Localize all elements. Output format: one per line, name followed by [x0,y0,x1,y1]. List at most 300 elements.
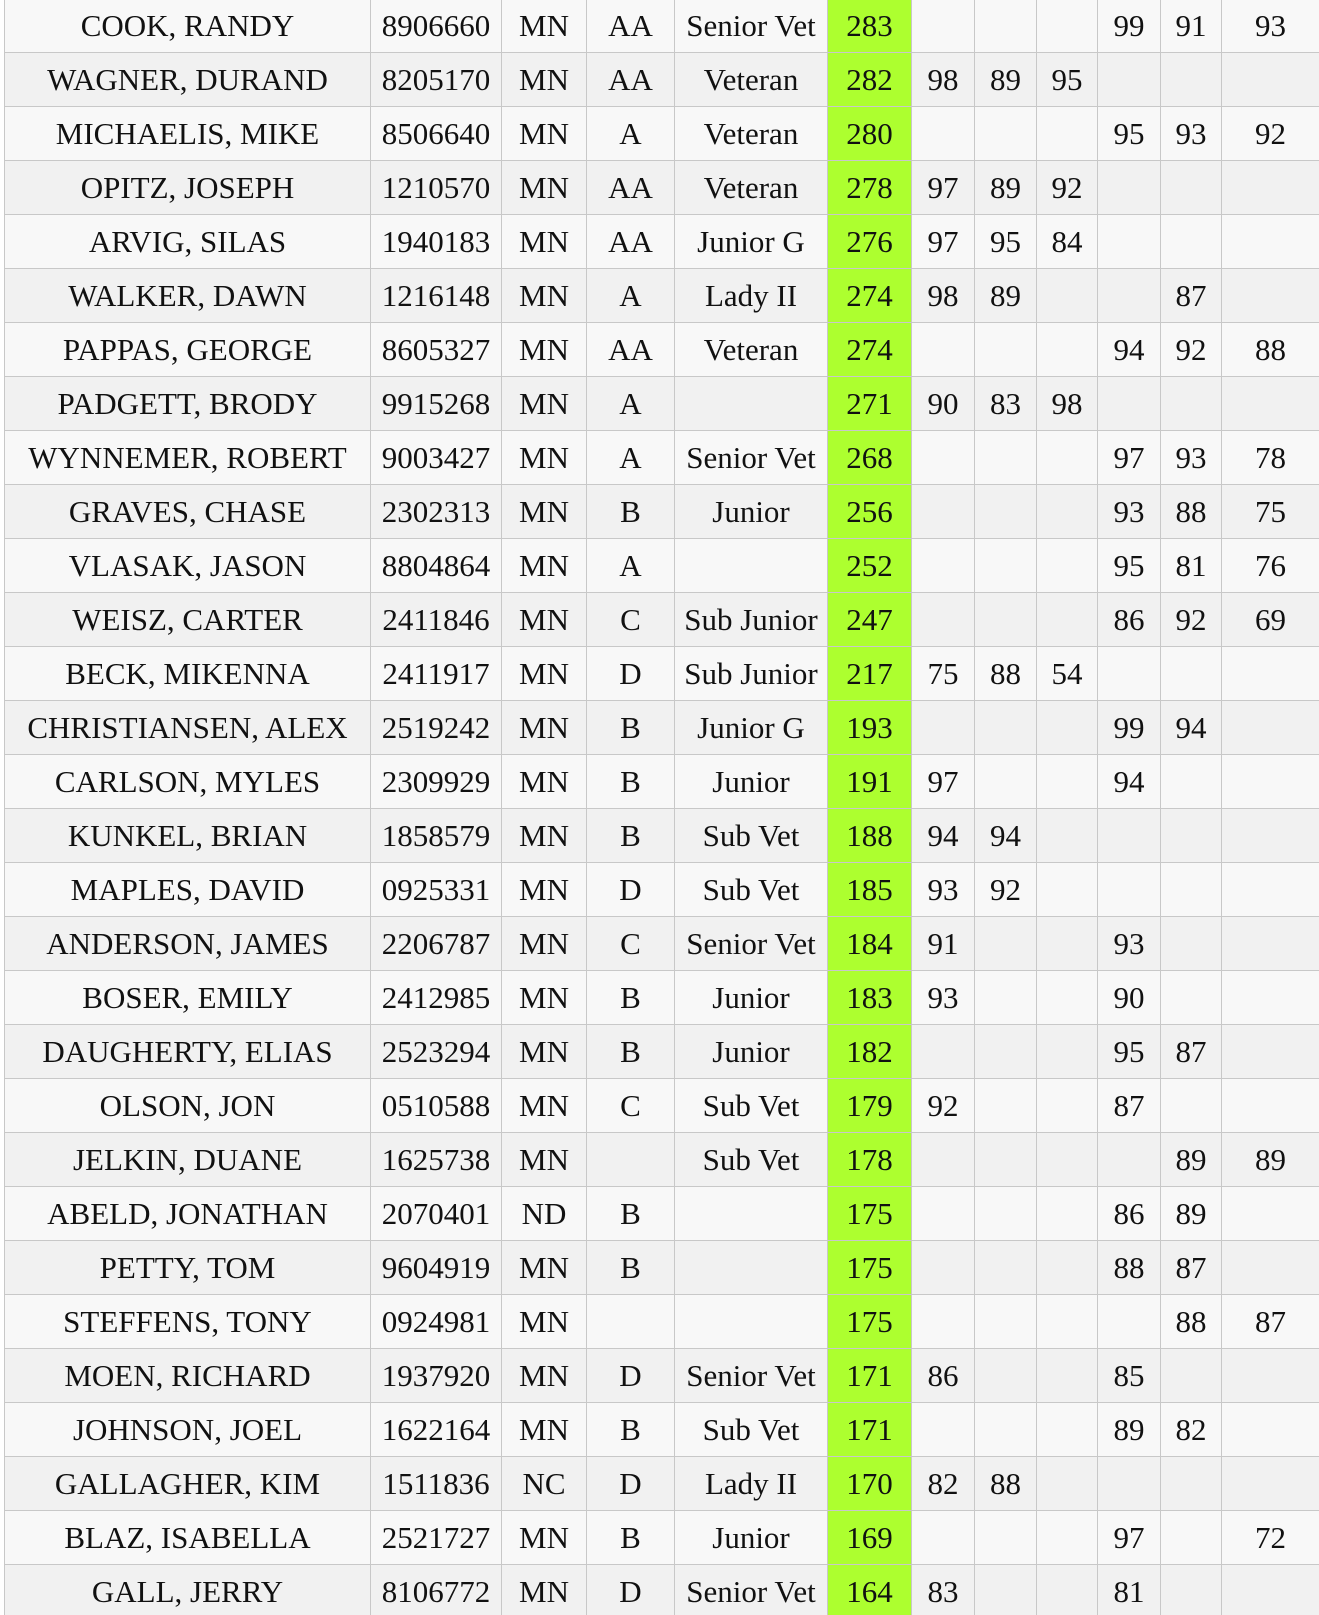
score-cell-3 [1037,1511,1098,1565]
shooter-name-cell: PADGETT, BRODY [5,377,371,431]
score-cell-6 [1222,917,1319,971]
score-cell-6 [1222,1241,1319,1295]
state-cell: MN [502,917,587,971]
shooter-name-cell: STEFFENS, TONY [5,1295,371,1349]
category-cell: Lady II [675,1457,828,1511]
score-cell-1: 86 [912,1349,975,1403]
score-cell-5 [1161,215,1222,269]
member-id-cell: 0924981 [371,1295,502,1349]
table-row [5,1025,1319,1079]
shooter-name-cell: WEISZ, CARTER [5,593,371,647]
state-cell: MN [502,323,587,377]
total-score-cell: 280 [828,107,912,161]
score-cell-3 [1037,1565,1098,1615]
score-cell-6 [1222,53,1319,107]
class-cell: B [587,755,675,809]
state-cell: MN [502,1241,587,1295]
score-cell-3: 92 [1037,161,1098,215]
class-cell: D [587,1457,675,1511]
table-row [5,1295,1319,1349]
total-score-cell: 217 [828,647,912,701]
member-id-cell: 1622164 [371,1403,502,1457]
score-cell-2 [975,1241,1037,1295]
score-cell-5: 93 [1161,107,1222,161]
score-cell-2 [975,1403,1037,1457]
score-cell-4 [1098,53,1161,107]
total-score-cell: 175 [828,1187,912,1241]
score-cell-1: 83 [912,1565,975,1615]
total-score-cell: 175 [828,1295,912,1349]
score-cell-5 [1161,971,1222,1025]
score-cell-5: 89 [1161,1187,1222,1241]
total-score-cell: 282 [828,53,912,107]
score-cell-3 [1037,1457,1098,1511]
total-score-cell: 185 [828,863,912,917]
score-cell-4: 81 [1098,1565,1161,1615]
state-cell: NC [502,1457,587,1511]
score-cell-1 [912,1511,975,1565]
score-cell-6 [1222,863,1319,917]
score-cell-1 [912,323,975,377]
table-row [5,215,1319,269]
category-cell: Veteran [675,323,828,377]
category-cell: Sub Junior [675,593,828,647]
score-cell-4: 94 [1098,755,1161,809]
score-cell-6 [1222,971,1319,1025]
score-cell-3 [1037,917,1098,971]
score-cell-2 [975,1295,1037,1349]
class-cell: C [587,917,675,971]
table-row [5,593,1319,647]
score-cell-2 [975,755,1037,809]
class-cell: A [587,431,675,485]
score-cell-4: 89 [1098,1403,1161,1457]
score-cell-5: 88 [1161,485,1222,539]
class-cell [587,1133,675,1187]
state-cell: MN [502,0,587,53]
class-cell: A [587,107,675,161]
category-cell: Sub Vet [675,863,828,917]
score-cell-5 [1161,1079,1222,1133]
score-cell-1: 82 [912,1457,975,1511]
member-id-cell: 8506640 [371,107,502,161]
score-cell-3: 98 [1037,377,1098,431]
shooter-name-cell: PETTY, TOM [5,1241,371,1295]
total-score-cell: 171 [828,1403,912,1457]
score-cell-6 [1222,269,1319,323]
table-row [5,431,1319,485]
category-cell: Junior G [675,701,828,755]
class-cell: AA [587,215,675,269]
total-score-cell: 274 [828,323,912,377]
score-cell-4: 93 [1098,917,1161,971]
shooter-name-cell: GRAVES, CHASE [5,485,371,539]
score-cell-4 [1098,647,1161,701]
table-row [5,1187,1319,1241]
total-score-cell: 183 [828,971,912,1025]
total-score-cell: 256 [828,485,912,539]
score-cell-6 [1222,809,1319,863]
table-row [5,539,1319,593]
category-cell: Junior [675,755,828,809]
score-cell-1 [912,1295,975,1349]
member-id-cell: 2411846 [371,593,502,647]
score-cell-2 [975,539,1037,593]
state-cell: MN [502,809,587,863]
score-cell-4 [1098,215,1161,269]
total-score-cell: 164 [828,1565,912,1615]
score-cell-2: 88 [975,647,1037,701]
member-id-cell: 1858579 [371,809,502,863]
score-cell-3 [1037,107,1098,161]
score-cell-5 [1161,1511,1222,1565]
score-cell-2 [975,971,1037,1025]
total-score-cell: 278 [828,161,912,215]
category-cell: Senior Vet [675,917,828,971]
category-cell [675,1295,828,1349]
total-score-cell: 171 [828,1349,912,1403]
total-score-cell: 276 [828,215,912,269]
total-score-cell: 252 [828,539,912,593]
score-cell-6: 88 [1222,323,1319,377]
shooter-name-cell: VLASAK, JASON [5,539,371,593]
score-cell-4 [1098,1457,1161,1511]
member-id-cell: 2206787 [371,917,502,971]
category-cell [675,1241,828,1295]
table-row [5,1241,1319,1295]
score-cell-3 [1037,431,1098,485]
table-row [5,1565,1319,1615]
state-cell: MN [502,431,587,485]
score-cell-1: 97 [912,755,975,809]
category-cell: Lady II [675,269,828,323]
score-cell-4 [1098,161,1161,215]
score-cell-3 [1037,539,1098,593]
shooter-name-cell: WYNNEMER, ROBERT [5,431,371,485]
score-cell-1: 92 [912,1079,975,1133]
total-score-cell: 247 [828,593,912,647]
score-cell-5: 92 [1161,593,1222,647]
score-cell-3: 54 [1037,647,1098,701]
state-cell: MN [502,377,587,431]
table-row [5,377,1319,431]
state-cell: MN [502,647,587,701]
total-score-cell: 184 [828,917,912,971]
member-id-cell: 2523294 [371,1025,502,1079]
score-cell-1 [912,1133,975,1187]
class-cell: A [587,377,675,431]
member-id-cell: 8205170 [371,53,502,107]
member-id-cell: 2302313 [371,485,502,539]
total-score-cell: 271 [828,377,912,431]
score-cell-6: 87 [1222,1295,1319,1349]
table-row [5,1079,1319,1133]
score-cell-2 [975,0,1037,53]
table-row [5,1133,1319,1187]
shooter-name-cell: CARLSON, MYLES [5,755,371,809]
member-id-cell: 2519242 [371,701,502,755]
score-cell-3 [1037,1025,1098,1079]
category-cell: Junior [675,1511,828,1565]
category-cell: Junior [675,971,828,1025]
score-cell-4: 97 [1098,1511,1161,1565]
score-cell-5 [1161,809,1222,863]
total-score-cell: 191 [828,755,912,809]
score-cell-5 [1161,161,1222,215]
state-cell: MN [502,1565,587,1615]
score-cell-5 [1161,377,1222,431]
score-cell-1: 97 [912,161,975,215]
shooter-name-cell: WAGNER, DURAND [5,53,371,107]
score-cell-5: 91 [1161,0,1222,53]
score-cell-1: 93 [912,971,975,1025]
category-cell: Senior Vet [675,0,828,53]
total-score-cell: 188 [828,809,912,863]
score-cell-6 [1222,161,1319,215]
state-cell: MN [502,1511,587,1565]
shooter-name-cell: PAPPAS, GEORGE [5,323,371,377]
score-cell-4: 86 [1098,1187,1161,1241]
score-cell-6 [1222,701,1319,755]
score-cell-3 [1037,1241,1098,1295]
shooter-name-cell: MOEN, RICHARD [5,1349,371,1403]
score-cell-1 [912,431,975,485]
score-cell-6: 89 [1222,1133,1319,1187]
class-cell: AA [587,53,675,107]
score-cell-6 [1222,1025,1319,1079]
score-cell-6: 72 [1222,1511,1319,1565]
score-cell-6 [1222,1079,1319,1133]
score-cell-2 [975,431,1037,485]
state-cell: MN [502,161,587,215]
category-cell: Sub Junior [675,647,828,701]
score-cell-2 [975,485,1037,539]
table-row [5,863,1319,917]
member-id-cell: 9915268 [371,377,502,431]
score-cell-5: 88 [1161,1295,1222,1349]
table-row [5,269,1319,323]
score-cell-5: 89 [1161,1133,1222,1187]
score-cell-5: 87 [1161,1241,1222,1295]
score-cell-5: 87 [1161,269,1222,323]
shooter-name-cell: COOK, RANDY [5,0,371,53]
category-cell [675,377,828,431]
score-cell-2: 94 [975,809,1037,863]
shooter-name-cell: BLAZ, ISABELLA [5,1511,371,1565]
state-cell: MN [502,107,587,161]
score-cell-1 [912,1241,975,1295]
shooter-name-cell: MAPLES, DAVID [5,863,371,917]
score-cell-4 [1098,863,1161,917]
shooter-name-cell: MICHAELIS, MIKE [5,107,371,161]
class-cell: AA [587,323,675,377]
member-id-cell: 1511836 [371,1457,502,1511]
category-cell [675,539,828,593]
class-cell: A [587,269,675,323]
score-cell-5 [1161,1457,1222,1511]
score-cell-1 [912,701,975,755]
score-cell-6: 92 [1222,107,1319,161]
category-cell: Veteran [675,53,828,107]
score-cell-6 [1222,1187,1319,1241]
score-cell-5 [1161,917,1222,971]
score-cell-2: 92 [975,863,1037,917]
score-cell-2: 83 [975,377,1037,431]
shooter-name-cell: ABELD, JONATHAN [5,1187,371,1241]
score-cell-5 [1161,1565,1222,1615]
table-row [5,485,1319,539]
score-cell-5: 93 [1161,431,1222,485]
score-cell-5: 82 [1161,1403,1222,1457]
member-id-cell: 8106772 [371,1565,502,1615]
score-cell-3 [1037,809,1098,863]
score-cell-4: 97 [1098,431,1161,485]
score-cell-1: 91 [912,917,975,971]
class-cell: B [587,809,675,863]
score-cell-3 [1037,971,1098,1025]
category-cell: Sub Vet [675,809,828,863]
score-cell-1: 75 [912,647,975,701]
score-cell-1: 98 [912,53,975,107]
score-cell-1 [912,593,975,647]
score-cell-1 [912,1403,975,1457]
score-cell-6 [1222,1565,1319,1615]
shooter-name-cell: JOHNSON, JOEL [5,1403,371,1457]
score-cell-4 [1098,809,1161,863]
score-cell-3 [1037,755,1098,809]
score-cell-6 [1222,755,1319,809]
score-cell-4 [1098,377,1161,431]
class-cell: B [587,1025,675,1079]
table-row [5,1457,1319,1511]
score-cell-3 [1037,1079,1098,1133]
class-cell: AA [587,0,675,53]
table-row [5,107,1319,161]
category-cell: Senior Vet [675,1565,828,1615]
member-id-cell: 1216148 [371,269,502,323]
state-cell: MN [502,215,587,269]
class-cell: B [587,1511,675,1565]
state-cell: MN [502,53,587,107]
member-id-cell: 1940183 [371,215,502,269]
state-cell: MN [502,755,587,809]
score-cell-2 [975,593,1037,647]
class-cell [587,1295,675,1349]
score-cell-2 [975,323,1037,377]
results-table-body [5,0,1319,1615]
table-row [5,53,1319,107]
table-row [5,917,1319,971]
state-cell: MN [502,593,587,647]
score-cell-4 [1098,1133,1161,1187]
score-cell-2 [975,1511,1037,1565]
state-cell: MN [502,1079,587,1133]
score-cell-3: 95 [1037,53,1098,107]
score-cell-5 [1161,647,1222,701]
total-score-cell: 170 [828,1457,912,1511]
total-score-cell: 193 [828,701,912,755]
table-row [5,1349,1319,1403]
table-row [5,809,1319,863]
table-row [5,647,1319,701]
score-cell-2 [975,1187,1037,1241]
category-cell: Sub Vet [675,1403,828,1457]
score-cell-3 [1037,1133,1098,1187]
score-cell-2: 89 [975,269,1037,323]
score-cell-5 [1161,1349,1222,1403]
class-cell: D [587,863,675,917]
score-cell-6 [1222,1403,1319,1457]
member-id-cell: 2412985 [371,971,502,1025]
score-cell-3 [1037,1403,1098,1457]
score-cell-5: 92 [1161,323,1222,377]
state-cell: MN [502,485,587,539]
shooter-name-cell: BOSER, EMILY [5,971,371,1025]
score-cell-1 [912,1187,975,1241]
member-id-cell: 2309929 [371,755,502,809]
score-cell-1: 90 [912,377,975,431]
score-cell-4: 86 [1098,593,1161,647]
score-cell-2 [975,917,1037,971]
score-cell-3 [1037,1187,1098,1241]
state-cell: MN [502,1403,587,1457]
score-cell-5 [1161,53,1222,107]
score-cell-2 [975,107,1037,161]
class-cell: D [587,647,675,701]
score-cell-6: 75 [1222,485,1319,539]
table-row [5,701,1319,755]
table-row [5,1511,1319,1565]
shooter-name-cell: KUNKEL, BRIAN [5,809,371,863]
class-cell: A [587,539,675,593]
shooter-name-cell: BECK, MIKENNA [5,647,371,701]
score-cell-3 [1037,1349,1098,1403]
score-cell-5: 87 [1161,1025,1222,1079]
class-cell: AA [587,161,675,215]
total-score-cell: 182 [828,1025,912,1079]
score-cell-1 [912,1025,975,1079]
state-cell: MN [502,1349,587,1403]
shooter-name-cell: OPITZ, JOSEPH [5,161,371,215]
member-id-cell: 2411917 [371,647,502,701]
score-cell-6 [1222,215,1319,269]
score-cell-2 [975,1079,1037,1133]
score-cell-4: 87 [1098,1079,1161,1133]
score-cell-3 [1037,701,1098,755]
member-id-cell: 2070401 [371,1187,502,1241]
total-score-cell: 178 [828,1133,912,1187]
class-cell: D [587,1349,675,1403]
state-cell: MN [502,539,587,593]
score-cell-6 [1222,1457,1319,1511]
score-cell-4: 94 [1098,323,1161,377]
state-cell: MN [502,1025,587,1079]
shooter-name-cell: CHRISTIANSEN, ALEX [5,701,371,755]
score-cell-4: 95 [1098,539,1161,593]
score-cell-4: 95 [1098,1025,1161,1079]
member-id-cell: 0510588 [371,1079,502,1133]
score-cell-2 [975,1025,1037,1079]
score-cell-2 [975,701,1037,755]
score-cell-1 [912,0,975,53]
shooter-name-cell: JELKIN, DUANE [5,1133,371,1187]
category-cell: Junior [675,1025,828,1079]
shooter-name-cell: DAUGHERTY, ELIAS [5,1025,371,1079]
score-cell-5 [1161,755,1222,809]
shooter-name-cell: ANDERSON, JAMES [5,917,371,971]
category-cell: Senior Vet [675,431,828,485]
score-cell-3 [1037,485,1098,539]
